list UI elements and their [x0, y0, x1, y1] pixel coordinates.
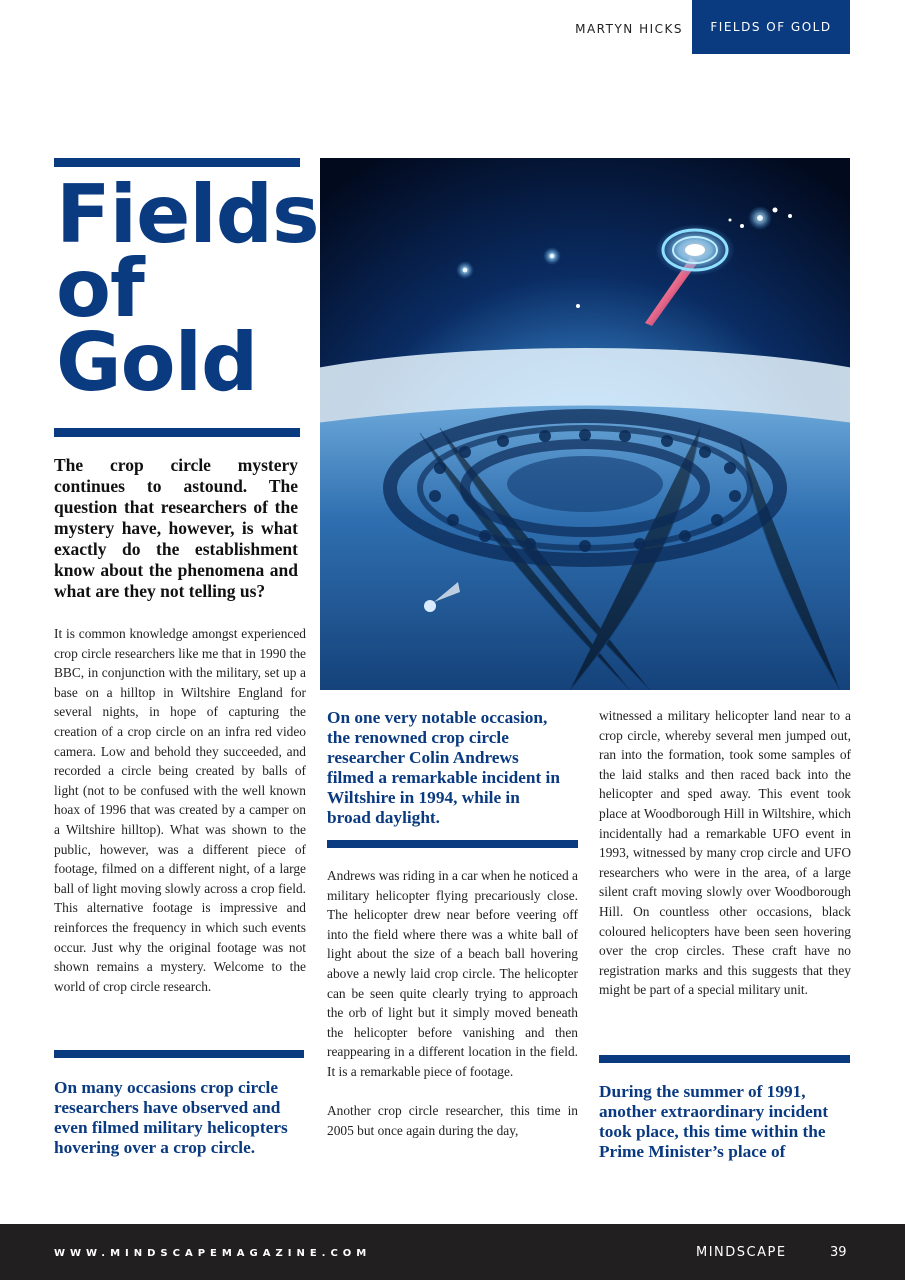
title-bottom-rule	[54, 428, 300, 437]
footer-brand: MINDSCAPE	[696, 1245, 787, 1260]
body-paragraph: Andrews was riding in a car when he noticed a military helicopter flying precariously close. The helicopter drew near before veering off into the field where there was a white ball of light about the size of a beach ball hovering above a newly laid crop circle. The helicopter can be seen quite clearly trying to approach the orb of light but it simply moved beneath the helicopter before vanishing and then reappearing in a different location in the field. It is a remarkable piece of footage.	[327, 868, 578, 1079]
pull-quote: On many occasions crop circle researchers have observed and even filmed military helicopters hovering over a crop circle.	[54, 1078, 288, 1157]
body-paragraph: Another crop circle researcher, this time in 2005 but once again during the day,	[327, 1103, 578, 1138]
pull-quote: During the summer of 1991, another extraordinary incident took place, this time within the Prime Minister’s place of	[599, 1082, 829, 1161]
lede-paragraph: The crop circle mystery continues to astound. The question that researchers of the mystery have, however, is what exactly do the establishment know about the phenomena and what are they not telling us?	[54, 455, 298, 601]
article-body: witnessed a military helicopter land near to a crop circle, whereby several men jumped out, ran into the formation, took some samples of the laid stalks and then raced back into the helicopter and sped away. This event took place at Woodborough Hill in Wiltshire, which incidentally had a remarkable UFO event in 1993, witnessed by many crop circle and UFO researchers who were in the area, of a large silent craft moving slowly over Woodborough Hill. On countless other occasions, black coloured helicopters have been seen hovering over the crop circles. These craft have no registration marks and this suggests that they might be part of a special military unit.	[599, 708, 851, 998]
title-top-rule	[54, 158, 300, 167]
article-body	[327, 866, 578, 1140]
title-line: Fields	[56, 168, 319, 261]
pullquote-rule	[599, 1055, 850, 1063]
pull-quote: On one very notable occasion, the renowned crop circle researcher Colin Andrews filmed a remarkable incident in Wiltshire in 1994, while in broad daylight.	[327, 708, 560, 827]
section-tab: FIELDS OF GOLD	[692, 0, 850, 54]
pullquote-rule	[327, 840, 578, 848]
footer-url[interactable]: WWW.MINDSCAPEMAGAZINE.COM	[54, 1248, 372, 1259]
page-title	[56, 168, 319, 409]
page-number: 39	[830, 1245, 847, 1260]
article-body: It is common knowledge amongst experienced crop circle researchers like me that in 1990 the BBC, in conjunction with the military, set up a base on a hilltop in Wiltshire England for several nights, in hope of capturing the creation of a crop circle on an infra red video camera. Low and behold they succeeded, and recorded a circle being created by balls of light (not to be confused with the well known hoax of 1996 that was created by a camper on a Wiltshire hilltop). What was shown to the public, however, was a different piece of footage, filmed on a different night, of a large ball of light moving slowly across a crop field. This alternative footage is impressive and reinforces the frequency in which such events occur. Just why the original footage was not shown remains a mystery. Welcome to the world of crop circle research.	[54, 626, 306, 994]
pullquote-rule	[54, 1050, 304, 1058]
crop-circle-ufo-illustration	[320, 158, 850, 690]
title-line: Gold	[56, 316, 258, 409]
header-author: MARTYN HICKS	[575, 22, 683, 36]
title-line: of	[56, 242, 144, 335]
hero-image	[320, 158, 850, 690]
